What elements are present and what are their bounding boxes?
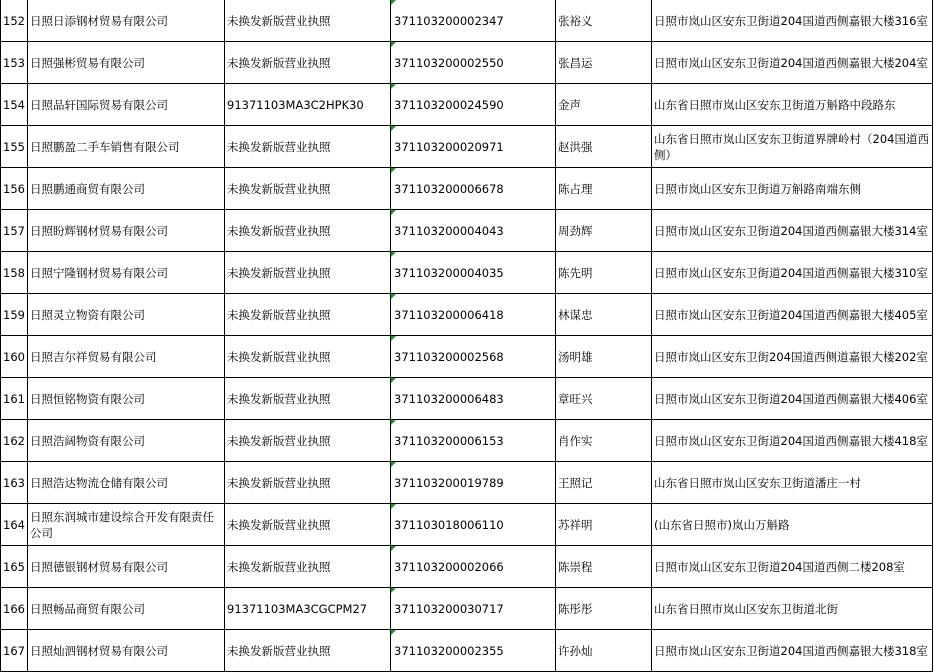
- cell-address[interactable]: 山东省日照市岚山区安东卫街道万斛路中段路东: [652, 84, 933, 126]
- cell-address[interactable]: 日照市岚山区安东卫街道204国道西侧嘉银大楼204室: [652, 42, 933, 84]
- cell-license[interactable]: 未换发新版营业执照: [225, 336, 391, 378]
- cell-license[interactable]: 未换发新版营业执照: [225, 126, 391, 168]
- cell-license[interactable]: 未换发新版营业执照: [225, 546, 391, 588]
- cell-license[interactable]: 未换发新版营业执照: [225, 420, 391, 462]
- table-row: [1, 630, 933, 672]
- cell-address[interactable]: 日照市岚山区安东卫街道204国道西侧嘉银大楼316室: [652, 0, 933, 42]
- cell-license[interactable]: 未换发新版营业执照: [225, 294, 391, 336]
- cell-company-name[interactable]: 日照强彬贸易有限公司: [28, 42, 225, 84]
- table-row: [1, 462, 933, 504]
- cell-row-number[interactable]: 158: [1, 252, 28, 294]
- cell-row-number[interactable]: 156: [1, 168, 28, 210]
- cell-registration-code[interactable]: 371103200019789: [391, 462, 556, 504]
- cell-address[interactable]: 日照市岚山区安东卫街道204国道西侧嘉银大楼405室: [652, 294, 933, 336]
- cell-license[interactable]: 未换发新版营业执照: [225, 0, 391, 42]
- cell-company-name[interactable]: 日照德银钢材贸易有限公司: [28, 546, 225, 588]
- cell-legal-person[interactable]: 汤明雄: [556, 336, 652, 378]
- cell-row-number[interactable]: 154: [1, 84, 28, 126]
- cell-row-number[interactable]: 163: [1, 462, 28, 504]
- cell-address[interactable]: 日照市岚山区安东卫街道204国道西侧嘉银大楼406室: [652, 378, 933, 420]
- cell-company-name[interactable]: 日照灵立物资有限公司: [28, 294, 225, 336]
- table-row: [1, 294, 933, 336]
- cell-registration-code[interactable]: 371103200002550: [391, 42, 556, 84]
- cell-company-name[interactable]: 日照日添钢材贸易有限公司: [28, 0, 225, 42]
- cell-company-name[interactable]: 日照恒铭物资有限公司: [28, 378, 225, 420]
- cell-registration-code[interactable]: 371103200002355: [391, 630, 556, 672]
- cell-row-number[interactable]: 165: [1, 546, 28, 588]
- cell-legal-person[interactable]: 王照记: [556, 462, 652, 504]
- table-row: [1, 84, 933, 126]
- cell-registration-code[interactable]: 371103200020971: [391, 126, 556, 168]
- cell-legal-person[interactable]: 张裕义: [556, 0, 652, 42]
- cell-company-name[interactable]: 日照宁隆钢材贸易有限公司: [28, 252, 225, 294]
- table-row: [1, 252, 933, 294]
- cell-company-name[interactable]: 日照盼辉钢材贸易有限公司: [28, 210, 225, 252]
- cell-license[interactable]: 未换发新版营业执照: [225, 42, 391, 84]
- cell-row-number[interactable]: 160: [1, 336, 28, 378]
- cell-row-number[interactable]: 157: [1, 210, 28, 252]
- cell-registration-code[interactable]: 371103200024590: [391, 84, 556, 126]
- cell-license[interactable]: 未换发新版营业执照: [225, 378, 391, 420]
- cell-row-number[interactable]: 164: [1, 504, 28, 546]
- cell-legal-person[interactable]: 章旺兴: [556, 378, 652, 420]
- cell-company-name[interactable]: 日照鹏盈二手车销售有限公司: [28, 126, 225, 168]
- cell-legal-person[interactable]: 肖作实: [556, 420, 652, 462]
- cell-address[interactable]: 日照市岚山区安东卫街道204国道西侧嘉银大楼310室: [652, 252, 933, 294]
- table-row: [1, 0, 933, 42]
- cell-legal-person[interactable]: 陈崇程: [556, 546, 652, 588]
- cell-license[interactable]: 未换发新版营业执照: [225, 462, 391, 504]
- cell-company-name[interactable]: 日照品轩国际贸易有限公司: [28, 84, 225, 126]
- cell-row-number[interactable]: 152: [1, 0, 28, 42]
- cell-address[interactable]: 山东省日照市岚山区安东卫街道潘庄一村: [652, 462, 933, 504]
- cell-address[interactable]: (山东省日照市)岚山万斛路: [652, 504, 933, 546]
- table-row: [1, 210, 933, 252]
- cell-address[interactable]: 日照市岚山区安东卫街道204国道西侧嘉银大楼418室: [652, 420, 933, 462]
- cell-company-name[interactable]: 日照浩阔物资有限公司: [28, 420, 225, 462]
- cell-legal-person[interactable]: 苏祥明: [556, 504, 652, 546]
- table-row: [1, 42, 933, 84]
- table-row: [1, 504, 933, 546]
- cell-legal-person[interactable]: 赵洪强: [556, 126, 652, 168]
- table-row: [1, 378, 933, 420]
- cell-company-name[interactable]: 日照鹏通商贸有限公司: [28, 168, 225, 210]
- cell-registration-code[interactable]: 371103200030717: [391, 588, 556, 630]
- cell-registration-code[interactable]: 371103200006483: [391, 378, 556, 420]
- cell-company-name[interactable]: 日照畅品商贸有限公司: [28, 588, 225, 630]
- cell-license[interactable]: 未换发新版营业执照: [225, 504, 391, 546]
- cell-row-number[interactable]: 155: [1, 126, 28, 168]
- cell-license[interactable]: 91371103MA3CGCPM27: [225, 588, 391, 630]
- cell-registration-code[interactable]: 371103200004035: [391, 252, 556, 294]
- cell-address[interactable]: 日照市岚山区安东卫街道万斛路南端东侧: [652, 168, 933, 210]
- cell-legal-person[interactable]: 张昌运: [556, 42, 652, 84]
- table-row: [1, 168, 933, 210]
- cell-legal-person[interactable]: 金声: [556, 84, 652, 126]
- table-row: [1, 588, 933, 630]
- cell-legal-person[interactable]: 许孙灿: [556, 630, 652, 672]
- cell-row-number[interactable]: 167: [1, 630, 28, 672]
- cell-address[interactable]: 山东省日照市岚山区安东卫街道北街: [652, 588, 933, 630]
- cell-row-number[interactable]: 153: [1, 42, 28, 84]
- cell-address[interactable]: 日照市岚山区安东卫街道204国道西侧嘉银大楼318室: [652, 630, 933, 672]
- cell-license[interactable]: 未换发新版营业执照: [225, 210, 391, 252]
- cell-license[interactable]: 91371103MA3C2HPK30: [225, 84, 391, 126]
- table-row: [1, 420, 933, 462]
- cell-registration-code[interactable]: 371103200006678: [391, 168, 556, 210]
- cell-license[interactable]: 未换发新版营业执照: [225, 630, 391, 672]
- cell-legal-person[interactable]: 陈彤彤: [556, 588, 652, 630]
- cell-legal-person[interactable]: 陈占理: [556, 168, 652, 210]
- cell-registration-code[interactable]: 371103200006418: [391, 294, 556, 336]
- table-body: [1, 0, 933, 672]
- cell-address[interactable]: 山东省日照市岚山区安东卫街道界牌岭村（204国道西侧）: [652, 126, 933, 168]
- cell-legal-person[interactable]: 陈先明: [556, 252, 652, 294]
- cell-registration-code[interactable]: 371103200002066: [391, 546, 556, 588]
- cell-registration-code[interactable]: 371103200006153: [391, 420, 556, 462]
- table-row: [1, 336, 933, 378]
- cell-address[interactable]: 日照市岚山区安东卫街道204国道西侧嘉银大楼314室: [652, 210, 933, 252]
- cell-row-number[interactable]: 162: [1, 420, 28, 462]
- table-row: [1, 126, 933, 168]
- cell-row-number[interactable]: 161: [1, 378, 28, 420]
- cell-registration-code[interactable]: 371103200004043: [391, 210, 556, 252]
- cell-legal-person[interactable]: 周劲辉: [556, 210, 652, 252]
- cell-registration-code[interactable]: 371103200002347: [391, 0, 556, 42]
- cell-row-number[interactable]: 159: [1, 294, 28, 336]
- cell-license[interactable]: 未换发新版营业执照: [225, 168, 391, 210]
- cell-address[interactable]: 日照市岚山区安东卫街204国道西侧道嘉银大楼202室: [652, 336, 933, 378]
- cell-registration-code[interactable]: 371103200002568: [391, 336, 556, 378]
- cell-license[interactable]: 未换发新版营业执照: [225, 252, 391, 294]
- cell-company-name[interactable]: 日照东润城市建设综合开发有限责任公司: [28, 504, 225, 546]
- cell-company-name[interactable]: 日照浩达物流仓储有限公司: [28, 462, 225, 504]
- cell-company-name[interactable]: 日照吉尔祥贸易有限公司: [28, 336, 225, 378]
- cell-address[interactable]: 日照市岚山区安东卫街道204国道西侧二楼208室: [652, 546, 933, 588]
- cell-legal-person[interactable]: 林谋忠: [556, 294, 652, 336]
- cell-registration-code[interactable]: 371103018006110: [391, 504, 556, 546]
- table-row: [1, 546, 933, 588]
- cell-company-name[interactable]: 日照灿泗钢材贸易有限公司: [28, 630, 225, 672]
- cell-row-number[interactable]: 166: [1, 588, 28, 630]
